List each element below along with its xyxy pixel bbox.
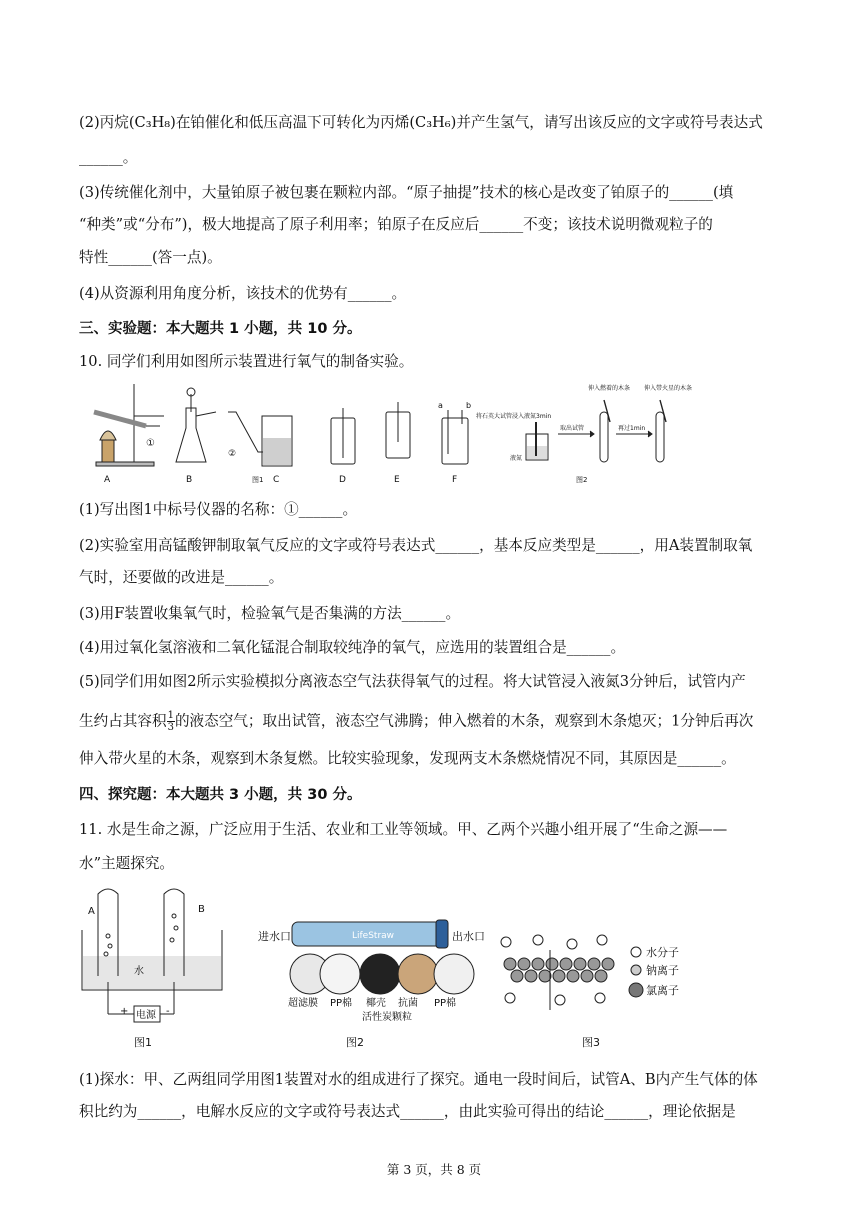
q10-part5-line2: 生约占其容积 $\frac{1}{3}$ 的液态空气；取出试管，液态空气沸腾；伸入燃着的木条，观察到木条熄灭；1分钟后再次 — [79, 710, 754, 733]
q11-figure-3-membrane — [490, 930, 690, 1060]
legend-water-molecule: 水分子 — [646, 946, 679, 959]
fig1-label-D: D — [339, 475, 346, 485]
q10-part2-line2: 气时，还要做的改进是______。 — [79, 569, 284, 586]
fraction-one-third: $\frac{1}{3}$ — [167, 710, 174, 733]
q10-part5-line3: 伸入带火星的木条，观察到木条复燃。比较实验现象，发现两支木条燃烧情况不同，其原因是______。 — [79, 750, 736, 767]
q11-stem-line2: 水”主题探究。 — [79, 855, 175, 872]
fig1-label-E: E — [394, 475, 400, 485]
q11-stem-line1: 11. 水是生命之源，广泛应用于生活、农业和工业等领域。甲、乙两个兴趣小组开展了“生命之源—— — [79, 821, 728, 838]
straw-brand: LifeStraw — [352, 931, 395, 941]
fig2-liquid-n2: 液氮 — [510, 455, 523, 462]
fig2-step1: 将石英大试管浸入液氮3min — [476, 413, 552, 420]
fig2-arrow2-label: 再过1min — [618, 425, 646, 432]
q9-part2-line1: (2)丙烷(C₃H₈)在铂催化和低压高温下可转化为丙烯(C₃H₆)并产生氢气，请写出该反应的文字或符号表达式 — [79, 114, 763, 131]
q11-figure-2-straw-filter — [258, 918, 488, 1058]
q10-figure-2-liquid-air — [476, 382, 700, 492]
water-inlet-label: 进水口 — [258, 930, 291, 943]
section-4-heading: 四、探究题：本大题共 3 小题，共 30 分。 — [79, 787, 362, 803]
section-3-heading: 三、实验题：本大题共 1 小题，共 10 分。 — [79, 321, 362, 337]
water-outlet-label: 出水口 — [452, 930, 485, 943]
tube-A-label: A — [88, 906, 95, 917]
q11-part1-line2: 积比约为______，电解水反应的文字或符号表达式______，由此实验可得出的结论______，理论依据是 — [79, 1103, 736, 1120]
fig2-caption: 图2 — [576, 476, 588, 484]
fig2-burning-stick: 伸入燃着的木条 — [588, 385, 631, 392]
fig1-caption-q11: 图1 — [134, 1036, 152, 1049]
q10-part1: (1)写出图1中标号仪器的名称：①______。 — [79, 501, 358, 518]
water-label: 水 — [134, 966, 144, 977]
q10-figure-1-apparatus — [76, 382, 476, 492]
fig1-F-a: a — [438, 401, 443, 410]
q10-stem: 10. 同学们利用如图所示装置进行氧气的制备实验。 — [79, 353, 414, 370]
q9-part3-line3: 特性______(答一点)。 — [79, 249, 222, 266]
q9-part3-line2: “种类”或“分布”)，极大地提高了原子利用率；铂原子在反应后______不变；该技术说明微观粒子的 — [79, 216, 713, 233]
power-plus: + — [120, 1006, 129, 1017]
power-supply-label: 电源 — [136, 1010, 156, 1021]
fig1-caption: 图1 — [252, 476, 264, 484]
fig2-caption-q11: 图2 — [346, 1036, 364, 1049]
fig1-label-A: A — [104, 475, 111, 485]
q9-part4: (4)从资源利用角度分析，该技术的优势有______。 — [79, 285, 407, 302]
q10-part2-line1: (2)实验室用高锰酸钾制取氧气反应的文字或符号表达式______，基本反应类型是______，用A装置制取氧 — [79, 537, 753, 554]
fig1-F-b: b — [466, 401, 472, 410]
fig2-arrow1-label: 取出试管 — [560, 425, 585, 432]
layer-uf-membrane: 超滤膜 — [288, 998, 318, 1009]
activated-carbon-label: 活性炭颗粒 — [362, 1012, 412, 1023]
layer-antibacterial: 抗菌 — [398, 998, 418, 1009]
fig1-label-B: B — [186, 475, 193, 485]
q10-part5-line1: (5)同学们用如图2所示实验模拟分离液态空气法获得氧气的过程。将大试管浸入液氮3分钟后，试管内产 — [79, 673, 746, 690]
q11-part1-line1: (1)探水：甲、乙两组同学用图1装置对水的组成进行了探究。通电一段时间后，试管A、B内产生气体的体 — [79, 1071, 758, 1088]
fig1-label-F: F — [452, 475, 458, 485]
fig1-label-C: C — [273, 475, 280, 485]
layer-pp-cotton-1: PP棉 — [330, 998, 353, 1009]
fig1-circle-1: ① — [146, 438, 155, 449]
q10-part4: (4)用过氧化氢溶液和二氧化锰混合制取较纯净的氧气，应选用的装置组合是______。 — [79, 639, 626, 656]
fig3-caption-q11: 图3 — [582, 1036, 600, 1049]
q10-part3: (3)用F装置收集氧气时，检验氧气是否集满的方法______。 — [79, 605, 461, 622]
layer-pp-cotton-2: PP棉 — [434, 998, 457, 1009]
layer-coconut: 椰壳 — [366, 998, 386, 1009]
tube-B-label: B — [198, 904, 205, 915]
q9-part2-line2: ______。 — [79, 149, 138, 166]
q11-figure-1-electrolysis — [76, 886, 236, 1056]
legend-sodium-ion: 钠离子 — [646, 964, 679, 977]
fig1-circle-2: ② — [228, 449, 237, 459]
fig2-glowing-stick: 伸入带火星的木条 — [644, 385, 693, 392]
page-footer: 第 3 页，共 8 页 — [386, 1162, 482, 1177]
legend-chloride-ion: 氯离子 — [646, 984, 679, 997]
power-minus: - — [166, 1006, 170, 1017]
q9-part3-line1: (3)传统催化剂中，大量铂原子被包裹在颗粒内部。“原子抽提”技术的核心是改变了铂原子的______(填 — [79, 184, 734, 201]
